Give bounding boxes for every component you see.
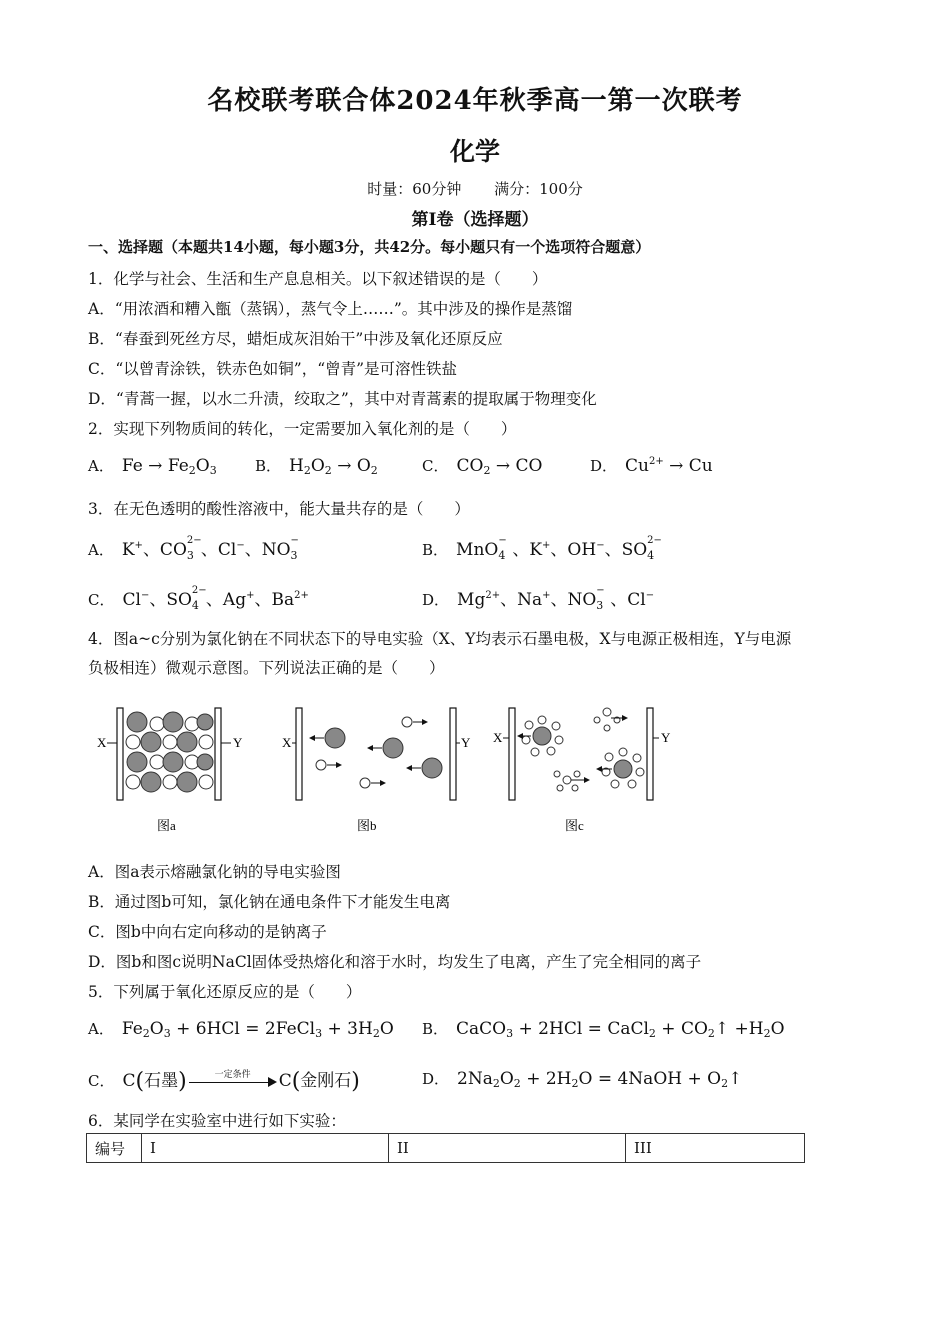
q2-stem: 2．实现下列物质间的转化，一定需要加入氧化剂的是（ ） bbox=[88, 420, 517, 438]
fig-c-electrode-y bbox=[647, 708, 653, 800]
q2-label-b: B． bbox=[255, 457, 282, 475]
q2-option-c: C． $CO_2$ → CO bbox=[422, 456, 543, 477]
q2-option-a: A． $Fe \to Fe_2O_3$ bbox=[88, 456, 217, 477]
q4-option-b: B．通过图b可知，氯化钠在通电条件下才能发生电离 bbox=[88, 893, 451, 911]
fig-b-x-label: X bbox=[282, 735, 292, 750]
figure-b bbox=[282, 708, 471, 833]
exam-meta bbox=[0, 178, 950, 199]
q1-option-a: A．“用浓酒和糟入甑（蒸锅），蒸气令上……”。其中涉及的操作是蒸馏 bbox=[88, 300, 573, 318]
q3-option-d: D． $Mg^{2+}$、Na+、NO − 3 、Cl− bbox=[422, 584, 655, 612]
table-header-2: II bbox=[389, 1134, 626, 1163]
q3-label-b: B． bbox=[422, 541, 449, 559]
q5-option-a: A． $Fe_2O_3 + 6HCl$ = 2FeCl$_3$ + $3H_2O$ bbox=[88, 1019, 394, 1040]
fig-b-caption: 图b bbox=[357, 818, 377, 833]
q2-label-d: D． bbox=[590, 457, 618, 475]
fig-c-electrode-x bbox=[509, 708, 515, 800]
fig-c-hydrated-ions bbox=[517, 708, 644, 791]
fig-c-caption: 图c bbox=[565, 818, 584, 833]
fig-b-ions bbox=[309, 717, 442, 788]
q5-stem: 5．下列属于氧化还原反应的是（ ） bbox=[88, 983, 362, 1001]
q2-label-a: A． bbox=[88, 457, 114, 475]
q3-label-c: C． bbox=[88, 591, 115, 609]
q3-stem: 3．在无色透明的酸性溶液中，能大量共存的是（ ） bbox=[88, 500, 470, 518]
q1-option-b: B．“春蚕到死丝方尽，蜡炬成灰泪始干”中涉及氧化还原反应 bbox=[88, 330, 503, 348]
q3-label-d: D． bbox=[422, 591, 450, 609]
q5-label-d: D． bbox=[422, 1070, 450, 1088]
table-row bbox=[87, 1134, 805, 1163]
q1-option-c: C．“以曾青涂铁，铁赤色如铜”，“曾青”是可溶性铁盐 bbox=[88, 360, 458, 378]
fig-a-caption: 图a bbox=[157, 818, 176, 833]
q3-option-a: A． K+、CO 2− 3 、Cl−、NO − 3 bbox=[88, 534, 299, 562]
q5-option-b: B． CaCO$_3$ + 2HCl = CaCl$_2$ + $CO_2↑ +H_2O$ bbox=[422, 1019, 785, 1040]
q2-option-b: B． $H_2O_2 \to O_2$ bbox=[255, 456, 378, 477]
q5-option-d: D． $2Na_2O_2 + 2H_2O$ = 4NaOH + $O_2↑$ bbox=[422, 1069, 743, 1090]
q5-label-a: A． bbox=[88, 1020, 114, 1038]
q4-stem-line1: 4．图a~c分别为氯化钠在不同状态下的导电实验（X、Y均表示石墨电极，X与电源正极相连，Y与电源 bbox=[88, 630, 792, 648]
q6-stem: 6．某同学在实验室中进行如下实验： bbox=[88, 1112, 346, 1130]
reaction-condition: 一定条件 bbox=[214, 1069, 251, 1080]
table-header-id: 编号 bbox=[87, 1134, 142, 1163]
fig-b-electrode-y bbox=[450, 708, 456, 800]
fig-b-y-label: Y bbox=[461, 735, 471, 750]
q5-option-c: C． C(石墨) 一定条件 C(金刚石) bbox=[88, 1066, 360, 1094]
subject-title: 化学 bbox=[449, 137, 500, 166]
fig-a-electrode-y bbox=[215, 708, 221, 800]
volume-title: 第Ⅰ卷（选择题） bbox=[411, 210, 539, 230]
q4-option-d: D．图b和图c说明NaCl固体受热熔化和溶于水时，均发生了电离，产生了完全相同的离子 bbox=[88, 953, 702, 971]
table-header-3: III bbox=[626, 1134, 805, 1163]
section-heading: 一、选择题（本题共14小题，每小题3分，共42分。每小题只有一个选项符合题意） bbox=[88, 238, 651, 256]
fig-a-y-label: Y bbox=[233, 735, 243, 750]
full-score: 满分：100分 bbox=[494, 180, 583, 198]
fig-b-electrode-x bbox=[296, 708, 302, 800]
table-header-1: I bbox=[142, 1134, 389, 1163]
q3-label-a: A． bbox=[88, 541, 114, 559]
fig-c-y-label: Y bbox=[661, 730, 671, 745]
q2-label-c: C． bbox=[422, 457, 449, 475]
q5-label-c: C． bbox=[88, 1072, 115, 1090]
figure-c bbox=[493, 708, 671, 833]
exam-title: 名校联考联合体2024年秋季高一第一次联考 bbox=[207, 86, 743, 116]
diamond-label: 金刚石 bbox=[300, 1071, 352, 1091]
q3-option-c: C． Cl−、SO 2− 4 、Ag+、$Ba^{2+}$ bbox=[88, 584, 309, 612]
fig-a-crystal-lattice bbox=[126, 712, 213, 792]
fig-a-x-label: X bbox=[97, 735, 107, 750]
nacl-conduction-diagrams bbox=[95, 700, 695, 850]
q2-option-d: D． $Cu^{2+} \to Cu$ bbox=[590, 456, 713, 476]
reaction-arrow bbox=[187, 1069, 279, 1091]
q1-option-d: D．“青蒿一握，以水二升渍，绞取之”，其中对青蒿素的提取属于物理变化 bbox=[88, 390, 597, 408]
figure-a bbox=[97, 708, 243, 833]
q4-stem-line2: 负极相连）微观示意图。下列说法正确的是（ ） bbox=[88, 659, 445, 677]
experiment-table bbox=[86, 1133, 805, 1163]
graphite-label: 石墨 bbox=[144, 1071, 179, 1091]
q4-option-a: A．图a表示熔融氯化钠的导电实验图 bbox=[88, 863, 341, 881]
fig-c-x-label: X bbox=[493, 730, 503, 745]
q3-option-b: B． MnO − 4 、K+、OH−、SO 2− 4 bbox=[422, 534, 662, 562]
q5-label-b: B． bbox=[422, 1020, 449, 1038]
q4-option-c: C．图b中向右定向移动的是钠离子 bbox=[88, 923, 327, 941]
fig-a-electrode-x bbox=[117, 708, 123, 800]
time-limit: 时量：60分钟 bbox=[367, 180, 462, 198]
q1-stem: 1．化学与社会、生活和生产息息相关。以下叙述错误的是（ ） bbox=[88, 270, 548, 288]
